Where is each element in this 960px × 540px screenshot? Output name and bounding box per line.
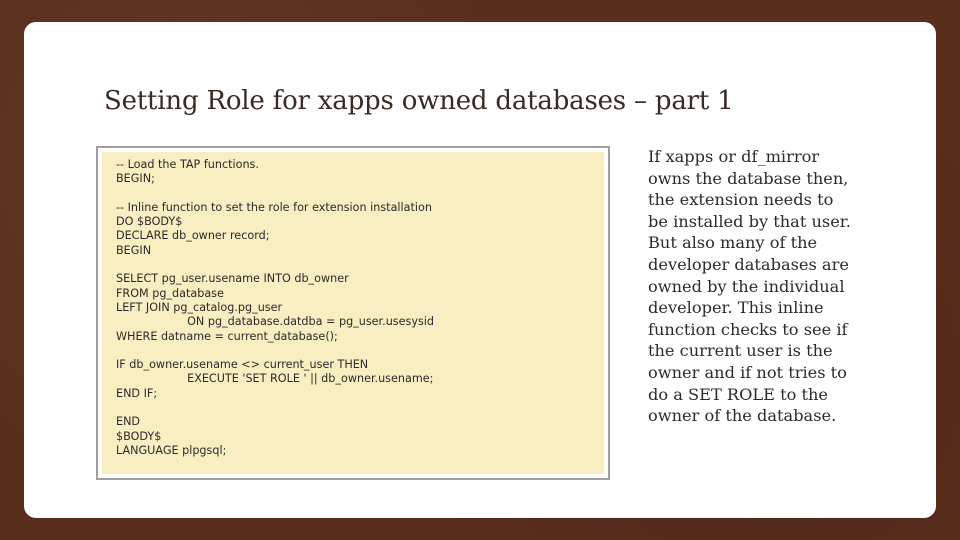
explanation-line: But also many of the bbox=[648, 233, 818, 253]
explanation-line: the current user is the bbox=[648, 341, 833, 361]
code-line: END IF; bbox=[116, 386, 158, 400]
explanation-text bbox=[648, 146, 880, 427]
code-line: DO $BODY$ bbox=[116, 215, 183, 229]
code-block-frame bbox=[96, 146, 610, 480]
code-line: DECLARE db_owner record; bbox=[116, 229, 270, 243]
explanation-line: developer. This inline bbox=[648, 298, 824, 318]
code-line bbox=[116, 401, 590, 415]
code-line: IF db_owner.usename <> current_user THEN bbox=[116, 358, 369, 372]
code-block bbox=[102, 152, 604, 474]
code-line: $BODY$ bbox=[116, 429, 162, 443]
code-line bbox=[116, 187, 590, 201]
explanation-line: owner of the database. bbox=[648, 406, 837, 426]
slide-card bbox=[24, 22, 936, 518]
code-line: FROM pg_database bbox=[116, 286, 224, 300]
explanation-line: owner and if not tries to bbox=[648, 362, 847, 382]
explanation-line: do a SET ROLE to the bbox=[648, 384, 828, 404]
code-line: END bbox=[116, 415, 141, 429]
slide-title: Setting Role for xapps owned databases – part 1 bbox=[104, 86, 734, 116]
explanation-line: owns the database then, bbox=[648, 168, 849, 188]
explanation-line: be installed by that user. bbox=[648, 211, 851, 231]
code-line: EXECUTE 'SET ROLE ' || db_owner.usename; bbox=[116, 372, 434, 386]
code-line: -- Inline function to set the role for extension installation bbox=[116, 200, 432, 214]
code-line: ON pg_database.datdba = pg_user.usesysid bbox=[116, 315, 434, 329]
code-line bbox=[116, 344, 590, 358]
code-line: SELECT pg_user.usename INTO db_owner bbox=[116, 272, 349, 286]
code-line: LEFT JOIN pg_catalog.pg_user bbox=[116, 300, 283, 314]
code-line: BEGIN; bbox=[116, 172, 155, 186]
code-line: BEGIN bbox=[116, 243, 152, 257]
code-line: -- Load the TAP functions. bbox=[116, 158, 259, 171]
code-line: WHERE datname = current_database(); bbox=[116, 329, 338, 343]
explanation-line: function checks to see if bbox=[648, 319, 848, 339]
explanation-line: developer databases are bbox=[648, 254, 849, 274]
explanation-line: the extension needs to bbox=[648, 190, 834, 210]
code-line: LANGUAGE plpgsql; bbox=[116, 443, 227, 457]
explanation-line: owned by the individual bbox=[648, 276, 845, 296]
explanation-line: If xapps or df_mirror bbox=[648, 147, 820, 166]
code-line bbox=[116, 258, 590, 272]
